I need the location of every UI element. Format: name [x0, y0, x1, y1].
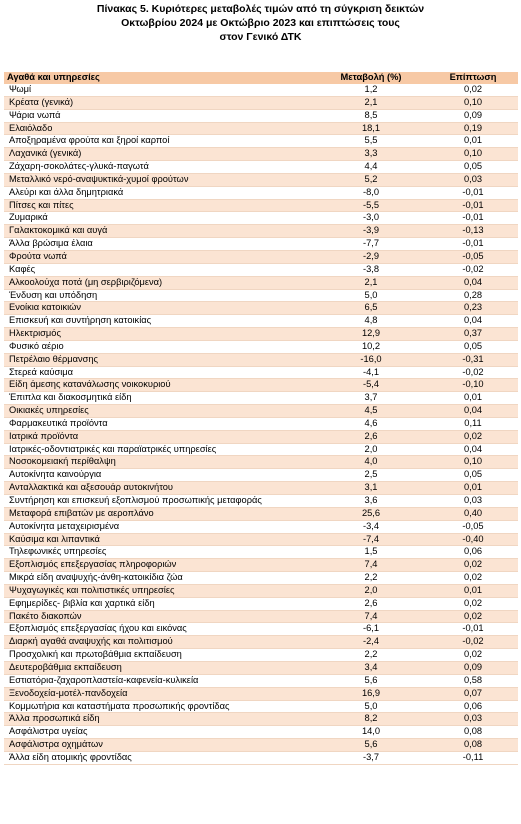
impact-cell: 0,01	[428, 584, 518, 597]
header-change-percent: Μεταβολή (%)	[314, 72, 428, 84]
item-cell: Μεταλλικό νερό-αναψυκτικά-χυμοί φρούτων	[4, 173, 314, 186]
change-cell: 18,1	[314, 122, 428, 135]
impact-cell: 0,02	[428, 649, 518, 662]
item-cell: Φυσικό αέριο	[4, 340, 314, 353]
item-cell: Ενοίκια κατοικιών	[4, 302, 314, 315]
change-cell: 5,0	[314, 700, 428, 713]
change-cell: 5,6	[314, 674, 428, 687]
table-row	[4, 263, 518, 276]
change-cell: -5,4	[314, 379, 428, 392]
item-cell: Επισκευή και συντήρηση κατοικίας	[4, 315, 314, 328]
change-cell: 3,6	[314, 495, 428, 508]
table-row	[4, 649, 518, 662]
table-header-row	[4, 72, 518, 84]
change-cell: -3,4	[314, 520, 428, 533]
change-cell: 2,0	[314, 584, 428, 597]
table-row	[4, 405, 518, 418]
change-cell: 2,6	[314, 597, 428, 610]
impact-cell: 0,03	[428, 495, 518, 508]
impact-cell: 0,23	[428, 302, 518, 315]
impact-cell: 0,09	[428, 661, 518, 674]
item-cell: Ιατρικές-οδοντιατρικές και παραϊατρικές υπηρεσίες	[4, 443, 314, 456]
impact-cell: -0,01	[428, 186, 518, 199]
impact-cell: 0,04	[428, 405, 518, 418]
table-row	[4, 379, 518, 392]
table-row	[4, 161, 518, 174]
table-row	[4, 572, 518, 585]
table-row	[4, 495, 518, 508]
item-cell: Αλκοολούχα ποτά (μη σερβιριζόμενα)	[4, 276, 314, 289]
change-cell: 2,5	[314, 469, 428, 482]
table-row	[4, 623, 518, 636]
change-cell: 2,6	[314, 430, 428, 443]
table-row	[4, 520, 518, 533]
table-row	[4, 533, 518, 546]
change-cell: 5,6	[314, 739, 428, 752]
impact-cell: 0,01	[428, 135, 518, 148]
impact-cell: 0,40	[428, 507, 518, 520]
impact-cell: 0,07	[428, 687, 518, 700]
impact-cell: -0,02	[428, 636, 518, 649]
change-cell: 3,1	[314, 482, 428, 495]
table-row	[4, 430, 518, 443]
change-cell: 4,0	[314, 456, 428, 469]
item-cell: Φαρμακευτικά προϊόντα	[4, 417, 314, 430]
impact-cell: 0,08	[428, 739, 518, 752]
impact-cell: -0,05	[428, 520, 518, 533]
item-cell: Ελαιόλαδο	[4, 122, 314, 135]
item-cell: Ένδυση και υπόδηση	[4, 289, 314, 302]
item-cell: Πακέτο διακοπών	[4, 610, 314, 623]
table-row	[4, 328, 518, 341]
impact-cell: 0,06	[428, 700, 518, 713]
table-row	[4, 302, 518, 315]
table-row	[4, 713, 518, 726]
item-cell: Προσχολική και πρωτοβάθμια εκπαίδευση	[4, 649, 314, 662]
impact-cell: 0,05	[428, 340, 518, 353]
impact-cell: -0,13	[428, 225, 518, 238]
change-cell: 25,6	[314, 507, 428, 520]
table-row	[4, 109, 518, 122]
item-cell: Έπιπλα και διακοσμητικά είδη	[4, 392, 314, 405]
table-row	[4, 212, 518, 225]
table-row	[4, 353, 518, 366]
item-cell: Ιατρικά προϊόντα	[4, 430, 314, 443]
impact-cell: 0,02	[428, 610, 518, 623]
impact-cell: -0,05	[428, 250, 518, 263]
impact-cell: 0,19	[428, 122, 518, 135]
header-impact: Επίπτωση	[428, 72, 518, 84]
item-cell: Εξοπλισμός επεξεργασίας ήχου και εικόνας	[4, 623, 314, 636]
item-cell: Αυτοκίνητα μεταχειρισμένα	[4, 520, 314, 533]
impact-cell: 0,28	[428, 289, 518, 302]
table-row	[4, 687, 518, 700]
change-cell: 3,3	[314, 148, 428, 161]
change-cell: -7,7	[314, 238, 428, 251]
item-cell: Εξοπλισμός επεξεργασίας πληροφοριών	[4, 559, 314, 572]
impact-cell: 0,03	[428, 173, 518, 186]
change-cell: 2,1	[314, 276, 428, 289]
table-row	[4, 340, 518, 353]
table-row	[4, 751, 518, 764]
table-row	[4, 661, 518, 674]
item-cell: Ψωμί	[4, 84, 314, 96]
table-row	[4, 148, 518, 161]
table-row	[4, 276, 518, 289]
table-row	[4, 597, 518, 610]
change-cell: -16,0	[314, 353, 428, 366]
table-row	[4, 636, 518, 649]
table-row	[4, 238, 518, 251]
item-cell: Δευτεροβάθμια εκπαίδευση	[4, 661, 314, 674]
change-cell: 2,0	[314, 443, 428, 456]
impact-cell: -0,01	[428, 199, 518, 212]
change-cell: 5,0	[314, 289, 428, 302]
impact-cell: 0,11	[428, 417, 518, 430]
item-cell: Άλλα είδη ατομικής φροντίδας	[4, 751, 314, 764]
impact-cell: 0,06	[428, 546, 518, 559]
change-cell: -2,9	[314, 250, 428, 263]
table-row	[4, 84, 518, 96]
item-cell: Αυτοκίνητα καινούργια	[4, 469, 314, 482]
impact-cell: 0,02	[428, 597, 518, 610]
impact-cell: 0,37	[428, 328, 518, 341]
change-cell: 5,5	[314, 135, 428, 148]
change-cell: 6,5	[314, 302, 428, 315]
change-cell: 10,2	[314, 340, 428, 353]
change-cell: -3,7	[314, 751, 428, 764]
impact-cell: -0,11	[428, 751, 518, 764]
impact-cell: 0,10	[428, 148, 518, 161]
impact-cell: -0,40	[428, 533, 518, 546]
impact-cell: 0,03	[428, 713, 518, 726]
change-cell: 3,4	[314, 661, 428, 674]
item-cell: Ζυμαρικά	[4, 212, 314, 225]
impact-cell: 0,04	[428, 315, 518, 328]
impact-cell: 0,05	[428, 161, 518, 174]
table-row	[4, 584, 518, 597]
item-cell: Ψυχαγωγικές και πολιτιστικές υπηρεσίες	[4, 584, 314, 597]
change-cell: -8,0	[314, 186, 428, 199]
change-cell: -2,4	[314, 636, 428, 649]
caption-line-1: Πίνακας 5. Κυριότερες μεταβολές τιμών από τη σύγκριση δεικτών	[96, 3, 425, 15]
caption-line-2: Οκτωβρίου 2024 με Οκτώβριο 2023 και επιπτώσεις τους	[121, 17, 400, 29]
table-row	[4, 250, 518, 263]
table-row	[4, 186, 518, 199]
change-cell: 14,0	[314, 726, 428, 739]
change-cell: 1,2	[314, 84, 428, 96]
price-changes-table	[4, 72, 518, 765]
item-cell: Ξενοδοχεία-μοτέλ-πανδοχεία	[4, 687, 314, 700]
table-row	[4, 482, 518, 495]
impact-cell: 0,01	[428, 392, 518, 405]
change-cell: -6,1	[314, 623, 428, 636]
item-cell: Κομμωτήρια και καταστήματα προσωπικής φροντίδας	[4, 700, 314, 713]
item-cell: Αλεύρι και άλλα δημητριακά	[4, 186, 314, 199]
impact-cell: 0,58	[428, 674, 518, 687]
table-row	[4, 507, 518, 520]
change-cell: 2,1	[314, 96, 428, 109]
impact-cell: -0,01	[428, 212, 518, 225]
impact-cell: -0,10	[428, 379, 518, 392]
item-cell: Οικιακές υπηρεσίες	[4, 405, 314, 418]
impact-cell: -0,31	[428, 353, 518, 366]
item-cell: Εστιατόρια-ζαχαροπλαστεία-καφενεία-κυλικεία	[4, 674, 314, 687]
item-cell: Κρέατα (γενικά)	[4, 96, 314, 109]
table-row	[4, 674, 518, 687]
item-cell: Διαρκή αγαθά αναψυχής και πολιτισμού	[4, 636, 314, 649]
table-row	[4, 225, 518, 238]
table-row	[4, 443, 518, 456]
impact-cell: 0,05	[428, 469, 518, 482]
impact-cell: 0,01	[428, 482, 518, 495]
change-cell: 8,5	[314, 109, 428, 122]
change-cell: 12,9	[314, 328, 428, 341]
table-row	[4, 289, 518, 302]
change-cell: 16,9	[314, 687, 428, 700]
impact-cell: 0,02	[428, 572, 518, 585]
item-cell: Πίτσες και πίτες	[4, 199, 314, 212]
item-cell: Ηλεκτρισμός	[4, 328, 314, 341]
change-cell: 8,2	[314, 713, 428, 726]
item-cell: Μικρά είδη αναψυχής-άνθη-κατοικίδια ζώα	[4, 572, 314, 585]
change-cell: -3,8	[314, 263, 428, 276]
header-goods-services: Αγαθά και υπηρεσίες	[4, 72, 314, 84]
change-cell: -7,4	[314, 533, 428, 546]
item-cell: Εφημερίδες- βιβλία και χαρτικά είδη	[4, 597, 314, 610]
table-caption	[0, 2, 521, 44]
impact-cell: 0,04	[428, 443, 518, 456]
table-body	[4, 84, 518, 764]
item-cell: Άλλα βρώσιμα έλαια	[4, 238, 314, 251]
item-cell: Γαλακτοκομικά και αυγά	[4, 225, 314, 238]
impact-cell: 0,10	[428, 456, 518, 469]
change-cell: 4,6	[314, 417, 428, 430]
table-row	[4, 469, 518, 482]
item-cell: Ασφάλιστρα οχημάτων	[4, 739, 314, 752]
table-row	[4, 610, 518, 623]
item-cell: Ψάρια νωπά	[4, 109, 314, 122]
table-row	[4, 135, 518, 148]
impact-cell: -0,01	[428, 623, 518, 636]
table-row	[4, 366, 518, 379]
item-cell: Πετρέλαιο θέρμανσης	[4, 353, 314, 366]
item-cell: Στερεά καύσιμα	[4, 366, 314, 379]
impact-cell: 0,02	[428, 559, 518, 572]
item-cell: Λαχανικά (γενικά)	[4, 148, 314, 161]
item-cell: Ανταλλακτικά και αξεσουάρ αυτοκινήτου	[4, 482, 314, 495]
table-row	[4, 96, 518, 109]
impact-cell: -0,01	[428, 238, 518, 251]
caption-line-3: στον Γενικό ΔΤΚ	[219, 31, 302, 43]
table-row	[4, 546, 518, 559]
table-row	[4, 392, 518, 405]
item-cell: Τηλεφωνικές υπηρεσίες	[4, 546, 314, 559]
table-row	[4, 739, 518, 752]
table-row	[4, 559, 518, 572]
item-cell: Καύσιμα και λιπαντικά	[4, 533, 314, 546]
change-cell: -3,9	[314, 225, 428, 238]
impact-cell: 0,02	[428, 430, 518, 443]
impact-cell: -0,02	[428, 263, 518, 276]
table-row	[4, 122, 518, 135]
table-row	[4, 173, 518, 186]
item-cell: Συντήρηση και επισκευή εξοπλισμού προσωπικής μεταφοράς	[4, 495, 314, 508]
table-row	[4, 700, 518, 713]
table-row	[4, 726, 518, 739]
change-cell: 5,2	[314, 173, 428, 186]
item-cell: Νοσοκομειακή περίθαλψη	[4, 456, 314, 469]
change-cell: 4,4	[314, 161, 428, 174]
item-cell: Φρούτα νωπά	[4, 250, 314, 263]
impact-cell: 0,09	[428, 109, 518, 122]
change-cell: 3,7	[314, 392, 428, 405]
change-cell: 7,4	[314, 559, 428, 572]
item-cell: Άλλα προσωπικά είδη	[4, 713, 314, 726]
change-cell: 4,8	[314, 315, 428, 328]
change-cell: -3,0	[314, 212, 428, 225]
change-cell: 1,5	[314, 546, 428, 559]
change-cell: 4,5	[314, 405, 428, 418]
item-cell: Ασφάλιστρα υγείας	[4, 726, 314, 739]
table-row	[4, 456, 518, 469]
impact-cell: 0,02	[428, 84, 518, 96]
item-cell: Μεταφορά επιβατών με αεροπλάνο	[4, 507, 314, 520]
table-row	[4, 315, 518, 328]
change-cell: -5,5	[314, 199, 428, 212]
item-cell: Αποξηραμένα φρούτα και ξηροί καρποί	[4, 135, 314, 148]
change-cell: 7,4	[314, 610, 428, 623]
impact-cell: 0,04	[428, 276, 518, 289]
impact-cell: -0,02	[428, 366, 518, 379]
table-row	[4, 199, 518, 212]
item-cell: Καφές	[4, 263, 314, 276]
change-cell: 2,2	[314, 572, 428, 585]
impact-cell: 0,10	[428, 96, 518, 109]
change-cell: 2,2	[314, 649, 428, 662]
impact-cell: 0,08	[428, 726, 518, 739]
item-cell: Είδη άμεσης κατανάλωσης νοικοκυριού	[4, 379, 314, 392]
table-row	[4, 417, 518, 430]
item-cell: Ζάχαρη-σοκολάτες-γλυκά-παγωτά	[4, 161, 314, 174]
change-cell: -4,1	[314, 366, 428, 379]
